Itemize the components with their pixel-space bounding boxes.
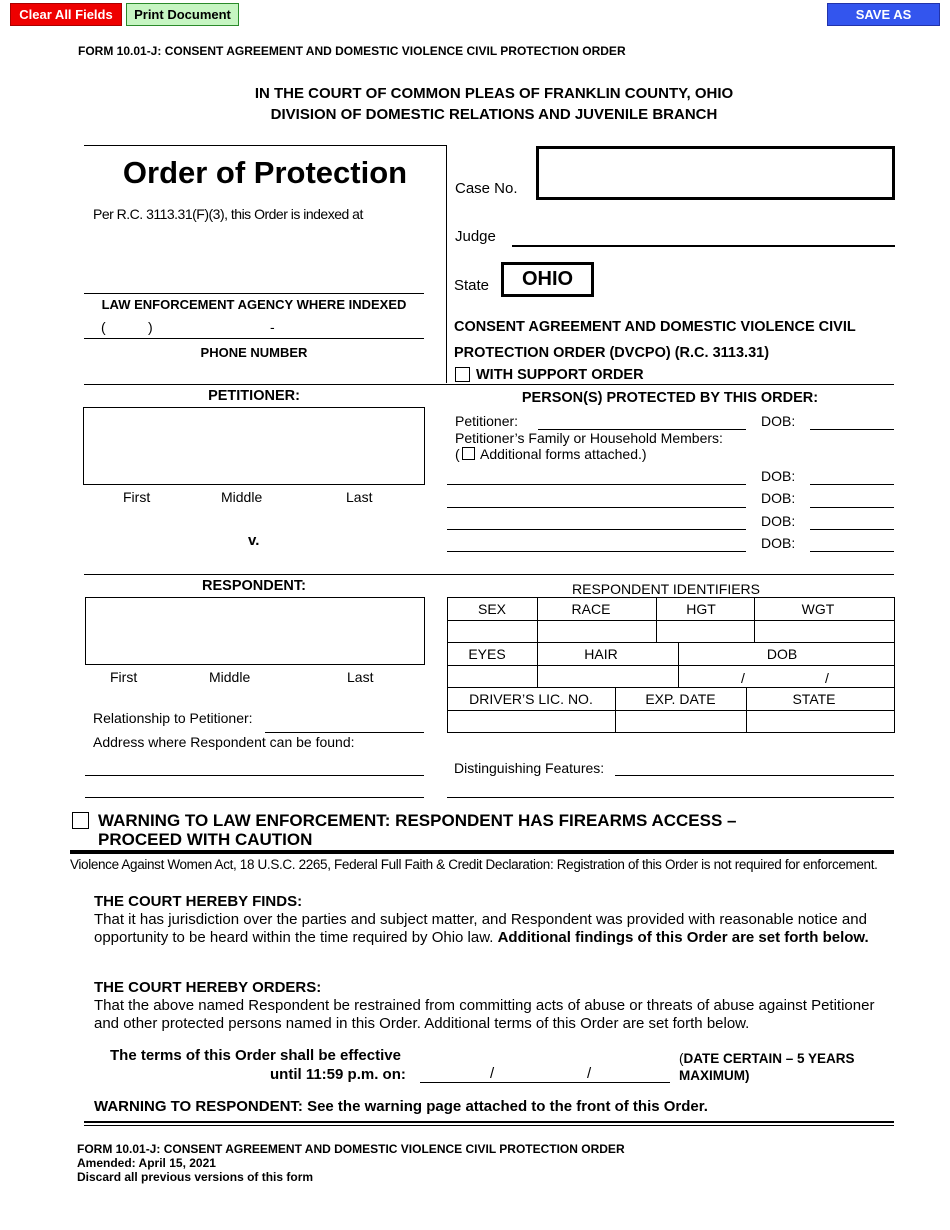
id-sex-field[interactable] <box>448 621 536 641</box>
orders-heading: THE COURT HEREBY ORDERS: <box>94 979 322 996</box>
footer-amended: Amended: April 15, 2021 <box>77 1156 216 1170</box>
print-document-button[interactable]: Print Document <box>126 3 239 26</box>
family-member-field-4[interactable] <box>447 551 746 552</box>
id-exp-date-label: EXP. DATE <box>645 691 716 707</box>
petitioner-heading: PETITIONER: <box>208 388 300 404</box>
address-label: Address where Respondent can be found: <box>93 734 355 750</box>
indexed-agency-field[interactable] <box>84 293 424 294</box>
family-dob-field-3[interactable] <box>810 529 894 530</box>
footer-form-id: FORM 10.01-J: CONSENT AGREEMENT AND DOMESTIC VIOLENCE CIVIL PROTECTION ORDER <box>77 1142 625 1156</box>
support-order-label: WITH SUPPORT ORDER <box>476 367 644 383</box>
firearms-warning-line2: PROCEED WITH CAUTION <box>98 830 313 849</box>
features-label: Distinguishing Features: <box>454 760 605 776</box>
effective-note-open: ( <box>679 1051 684 1066</box>
court-name: IN THE COURT OF COMMON PLEAS OF FRANKLIN COUNTY, OHIO <box>254 85 734 102</box>
form-id-header: FORM 10.01-J: CONSENT AGREEMENT AND DOMESTIC VIOLENCE CIVIL PROTECTION ORDER <box>78 44 626 58</box>
family-dob-label-1: DOB: <box>761 468 796 484</box>
judge-field[interactable] <box>512 245 895 247</box>
state-value-box: OHIO <box>501 262 594 297</box>
phone-dash: - <box>270 319 275 335</box>
respondent-name-field[interactable] <box>85 597 425 665</box>
petitioner-middle-label: Middle <box>221 489 263 505</box>
finds-paragraph <box>94 911 890 947</box>
save-as-button[interactable]: SAVE AS <box>827 3 940 26</box>
id-state-label: STATE <box>792 691 836 707</box>
footer-discard: Discard all previous versions of this form <box>77 1170 314 1184</box>
relationship-label: Relationship to Petitioner: <box>93 710 253 726</box>
id-wgt-label: WGT <box>801 601 835 617</box>
effective-line1: The terms of this Order shall be effective <box>110 1047 401 1064</box>
respondent-first-label: First <box>110 669 138 685</box>
respondent-last-label: Last <box>347 669 374 685</box>
id-hgt-field[interactable] <box>657 621 753 641</box>
additional-forms-checkbox[interactable] <box>462 447 475 460</box>
id-race-field[interactable] <box>538 621 655 641</box>
id-hair-label: HAIR <box>584 646 618 662</box>
versus-label: v. <box>248 532 260 549</box>
id-wgt-field[interactable] <box>755 621 894 641</box>
family-dob-label-3: DOB: <box>761 513 796 529</box>
relationship-field[interactable] <box>265 732 424 733</box>
respondent-heading: RESPONDENT: <box>202 578 306 594</box>
dvcpo-title-line1: CONSENT AGREEMENT AND DOMESTIC VIOLENCE CIVIL <box>454 319 856 335</box>
state-label: State <box>454 277 490 294</box>
finds-heading: THE COURT HEREBY FINDS: <box>94 893 303 910</box>
finds-bold-text: Additional findings of this Order are set forth below. <box>497 929 869 946</box>
family-dob-field-2[interactable] <box>810 507 894 508</box>
phone-open-paren: ( <box>101 319 106 335</box>
firearms-warning-checkbox[interactable] <box>72 812 89 829</box>
judge-label: Judge <box>455 228 496 245</box>
clear-all-fields-button[interactable]: Clear All Fields <box>10 3 122 26</box>
respondent-middle-label: Middle <box>209 669 251 685</box>
id-dob-label: DOB <box>766 646 798 662</box>
id-hgt-label: HGT <box>686 601 716 617</box>
case-no-field[interactable] <box>536 146 895 200</box>
order-title: Order of Protection <box>122 155 408 190</box>
id-sex-label: SEX <box>477 601 506 617</box>
family-member-field-1[interactable] <box>447 484 746 485</box>
respondent-warning: WARNING TO RESPONDENT: See the warning page attached to the front of this Order. <box>94 1098 708 1115</box>
additional-forms-open: ( <box>455 446 460 462</box>
family-dob-label-2: DOB: <box>761 490 796 506</box>
dvcpo-title-line2: PROTECTION ORDER (DVCPO) (R.C. 3113.31) <box>454 345 770 361</box>
agency-label: LAW ENFORCEMENT AGENCY WHERE INDEXED <box>101 297 407 312</box>
id-eyes-field[interactable] <box>448 666 536 686</box>
id-dob-slash-2: / <box>825 670 829 686</box>
family-member-field-2[interactable] <box>447 507 746 508</box>
address-field-1[interactable] <box>85 775 424 776</box>
orders-text: That the above named Respondent be restrained from committing acts of abuse or threats of abuse against Petitioner and other protected persons named in this Order. Additional terms of this Order are set forth below. <box>94 997 875 1032</box>
features-field-2[interactable] <box>447 797 894 798</box>
protected-petitioner-label: Petitioner: <box>455 413 519 429</box>
phone-label: PHONE NUMBER <box>200 345 308 360</box>
id-race-label: RACE <box>571 601 611 617</box>
family-dob-field-4[interactable] <box>810 551 894 552</box>
finds-text: That it has jurisdiction over the parties and subject matter, and Respondent was provided with reasonable notice and opportunity to be heard within the time required by Ohio law. <box>94 911 867 946</box>
id-hair-field[interactable] <box>538 666 677 686</box>
petitioner-first-label: First <box>123 489 151 505</box>
phone-close-paren: ) <box>148 319 153 335</box>
address-field-2[interactable] <box>85 797 424 798</box>
firearms-warning-line1: WARNING TO LAW ENFORCEMENT: RESPONDENT HAS FIREARMS ACCESS – <box>98 811 737 830</box>
family-dob-field-1[interactable] <box>810 484 894 485</box>
id-state-field[interactable] <box>747 711 894 732</box>
court-division: DIVISION OF DOMESTIC RELATIONS AND JUVENILE BRANCH <box>270 106 718 123</box>
effective-date-field[interactable] <box>420 1082 670 1083</box>
effective-note <box>679 1050 879 1084</box>
id-eyes-label: EYES <box>468 646 506 662</box>
protected-petitioner-dob-label: DOB: <box>761 413 796 429</box>
protected-heading: PERSON(S) PROTECTED BY THIS ORDER: <box>521 390 819 406</box>
effective-line2: until 11:59 p.m. on: <box>270 1066 406 1083</box>
family-dob-label-4: DOB: <box>761 535 796 551</box>
additional-forms-label: Additional forms attached.) <box>480 446 647 462</box>
phone-number-field[interactable] <box>110 318 410 336</box>
petitioner-name-field[interactable] <box>83 407 425 485</box>
id-exp-date-field[interactable] <box>616 711 745 732</box>
identifiers-heading: RESPONDENT IDENTIFIERS <box>572 581 760 597</box>
petitioner-last-label: Last <box>346 489 373 505</box>
effective-note-text: DATE CERTAIN – 5 YEARS MAXIMUM) <box>679 1051 855 1083</box>
id-license-field[interactable] <box>448 711 614 732</box>
indexed-text: Per R.C. 3113.31(F)(3), this Order is indexed at <box>93 206 363 222</box>
support-order-checkbox[interactable] <box>455 367 470 382</box>
effective-slash-1: / <box>490 1065 495 1082</box>
family-member-field-3[interactable] <box>447 529 746 530</box>
id-license-label: DRIVER’S LIC. NO. <box>469 691 593 707</box>
protected-petitioner-dob-field[interactable] <box>810 429 894 430</box>
case-no-label: Case No. <box>455 180 518 197</box>
id-dob-field[interactable] <box>679 666 894 686</box>
features-field-1[interactable] <box>615 775 894 776</box>
family-members-label: Petitioner’s Family or Household Members: <box>455 430 723 446</box>
effective-slash-2: / <box>587 1065 592 1082</box>
vawa-declaration: Violence Against Women Act, 18 U.S.C. 2265, Federal Full Faith & Credit Declaration: Registration of this Order is not required for enforcement. <box>70 857 878 872</box>
id-dob-slash-1: / <box>741 670 745 686</box>
